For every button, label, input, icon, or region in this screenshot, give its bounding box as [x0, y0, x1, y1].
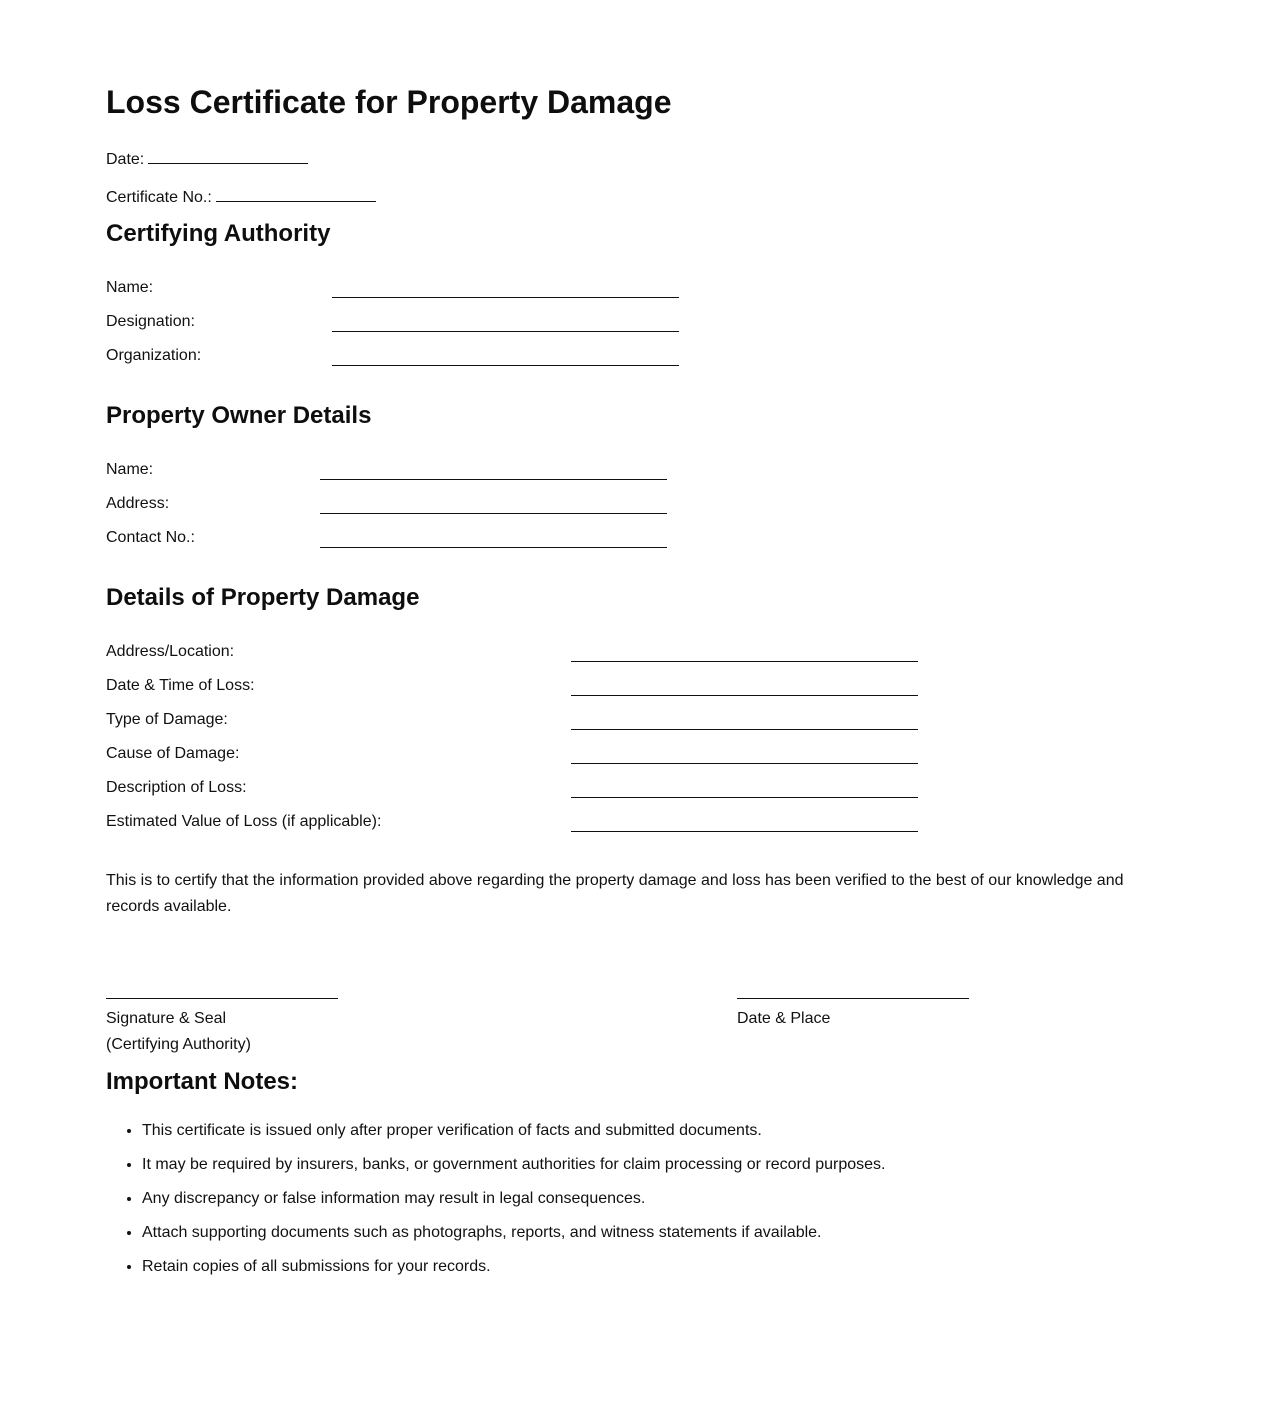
damage-details-heading: Details of Property Damage [106, 584, 420, 611]
owner-address-line[interactable] [320, 513, 667, 514]
damage-description-label: Description of Loss: [106, 779, 247, 796]
certifying-authority-heading: Certifying Authority [106, 220, 331, 247]
date-field [106, 146, 308, 168]
document-title: Loss Certificate for Property Damage [106, 84, 672, 120]
authority-name-label: Name: [106, 279, 154, 296]
signature-label: Signature & Seal [106, 1010, 227, 1027]
damage-location-label: Address/Location: [106, 643, 235, 660]
damage-description-line[interactable] [571, 797, 918, 798]
signature-line[interactable] [106, 998, 338, 999]
date-place-block [737, 998, 969, 1032]
certification-statement: This is to certify that the information provided above regarding the property damage and loss has been verified to the best of our knowledge and records available. [106, 872, 1124, 915]
certificate-page [106, 0, 1166, 1404]
notes-list [106, 1118, 885, 1288]
owner-contact-line[interactable] [320, 547, 667, 548]
date-place-label: Date & Place [737, 1010, 831, 1027]
list-item: • Retain copies of all submissions for your records. [142, 1254, 885, 1288]
authority-organization-line[interactable] [332, 365, 679, 366]
damage-cause-label: Cause of Damage: [106, 745, 240, 762]
certificate-number-blank[interactable] [216, 184, 376, 202]
damage-value-label: Estimated Value of Loss (if applicable): [106, 813, 382, 830]
owner-address-label: Address: [106, 495, 170, 512]
damage-datetime-label: Date & Time of Loss: [106, 677, 255, 694]
date-place-line[interactable] [737, 998, 969, 999]
important-notes-heading: Important Notes: [106, 1068, 298, 1095]
list-item: • Attach supporting documents such as photographs, reports, and witness statements if available. [142, 1220, 885, 1254]
owner-contact-label: Contact No.: [106, 529, 195, 546]
property-owner-heading: Property Owner Details [106, 402, 372, 429]
authority-name-line[interactable] [332, 297, 679, 298]
owner-name-label: Name: [106, 461, 154, 478]
damage-type-label: Type of Damage: [106, 711, 228, 728]
signature-sublabel: (Certifying Authority) [106, 1036, 251, 1053]
authority-organization-label: Organization: [106, 347, 202, 364]
authority-designation-label: Designation: [106, 313, 195, 330]
damage-location-line[interactable] [571, 661, 918, 662]
damage-datetime-line[interactable] [571, 695, 918, 696]
authority-designation-line[interactable] [332, 331, 679, 332]
date-label: Date: [106, 151, 145, 168]
damage-type-line[interactable] [571, 729, 918, 730]
certificate-number-field [106, 184, 376, 206]
owner-name-line[interactable] [320, 479, 667, 480]
list-item: • This certificate is issued only after proper verification of facts and submitted documents. [142, 1118, 885, 1152]
list-item: • Any discrepancy or false information may result in legal consequences. [142, 1186, 885, 1220]
signature-block [106, 998, 338, 1058]
damage-cause-line[interactable] [571, 763, 918, 764]
list-item: • It may be required by insurers, banks, or government authorities for claim processing or record purposes. [142, 1152, 885, 1186]
date-blank[interactable] [148, 146, 308, 164]
certificate-number-label: Certificate No.: [106, 189, 212, 206]
damage-value-line[interactable] [571, 831, 918, 832]
